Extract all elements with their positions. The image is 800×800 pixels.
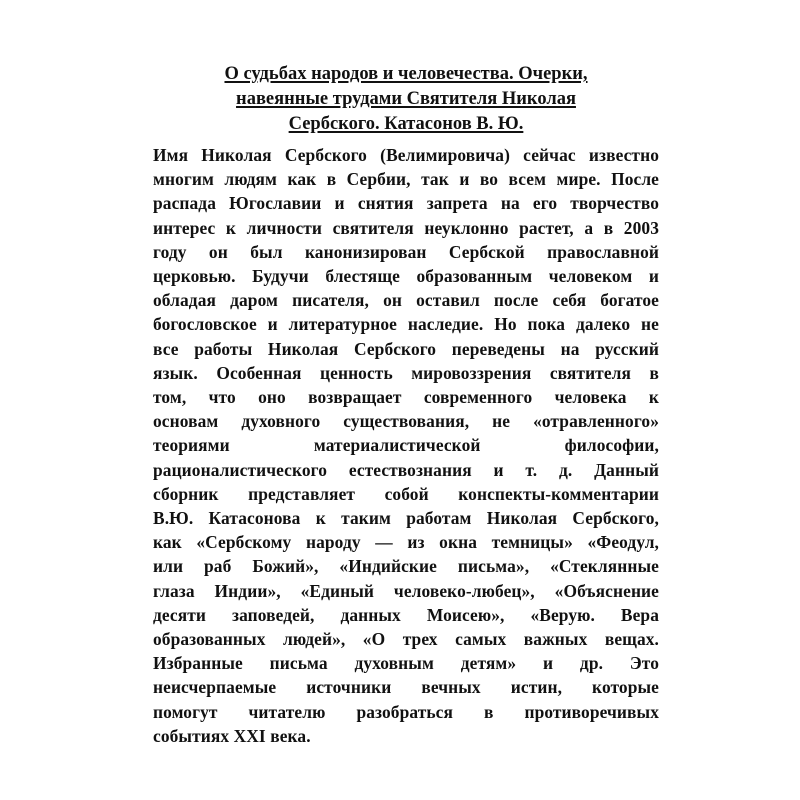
body-line: помогут читателю разобраться в противоречивых — [153, 701, 659, 722]
body-line-last: событиях XXI века. — [153, 725, 311, 746]
body-line: неисчерпаемые источники вечных истин, которые — [153, 677, 659, 698]
body-line: интерес к личности святителя неуклонно растет, а в 2003 — [153, 217, 659, 238]
title-line-3: Сербского. Катасонов В. Ю. — [288, 114, 524, 134]
body-line: обладая даром писателя, он оставил после себя богатое — [153, 290, 659, 311]
title-line-2: навеянные трудами Святителя Николая — [236, 89, 576, 109]
body-line: все работы Николая Сербского переведены на русский — [153, 338, 659, 359]
body-line: богословское и литературное наследие. Но пока далеко не — [153, 314, 659, 335]
body-line: как «Сербскому народу — из окна темницы» «Феодул, — [153, 532, 659, 553]
body-line: церковью. Будучи блестяще образованным человеком и — [153, 266, 659, 287]
title-line-1: О судьбах народов и человечества. Очерки, — [224, 64, 588, 84]
body-line: десяти заповедей, данных Моисею», «Верую. Вера — [153, 604, 659, 625]
body-line: сборник представляет собой конспекты-комментарии — [153, 483, 659, 504]
body-line: распада Югославии и снятия запрета на его творчество — [153, 193, 659, 214]
body-line: многим людям как в Сербии, так и во всем мире. После — [153, 169, 659, 190]
body-line: теориями материалистической философии, — [153, 435, 659, 456]
body-line: основам духовного существования, не «отравленного» — [153, 411, 659, 432]
body-line: году он был канонизирован Сербской православной — [153, 241, 659, 262]
body-line: Имя Николая Сербского (Велимировича) сейчас известно — [153, 145, 659, 165]
body-line: или раб Божий», «Индийские письма», «Стеклянные — [153, 556, 659, 577]
document-body — [153, 143, 659, 748]
body-line: образованных людей», «О трех самых важных вещах. — [153, 629, 659, 650]
body-line: язык. Особенная ценность мировоззрения святителя в — [153, 362, 659, 383]
document-page — [153, 62, 659, 748]
body-line: рационалистического естествознания и т. д. Данный — [153, 459, 659, 480]
body-line: том, что оно возвращает современного человека к — [153, 387, 659, 408]
body-line: В.Ю. Катасонова к таким работам Николая Сербского, — [153, 508, 659, 529]
document-title — [153, 62, 659, 137]
body-line: Избранные письма духовным детям» и др. Это — [153, 653, 659, 674]
body-line: глаза Индии», «Единый человеко-любец», «Объяснение — [153, 580, 659, 601]
